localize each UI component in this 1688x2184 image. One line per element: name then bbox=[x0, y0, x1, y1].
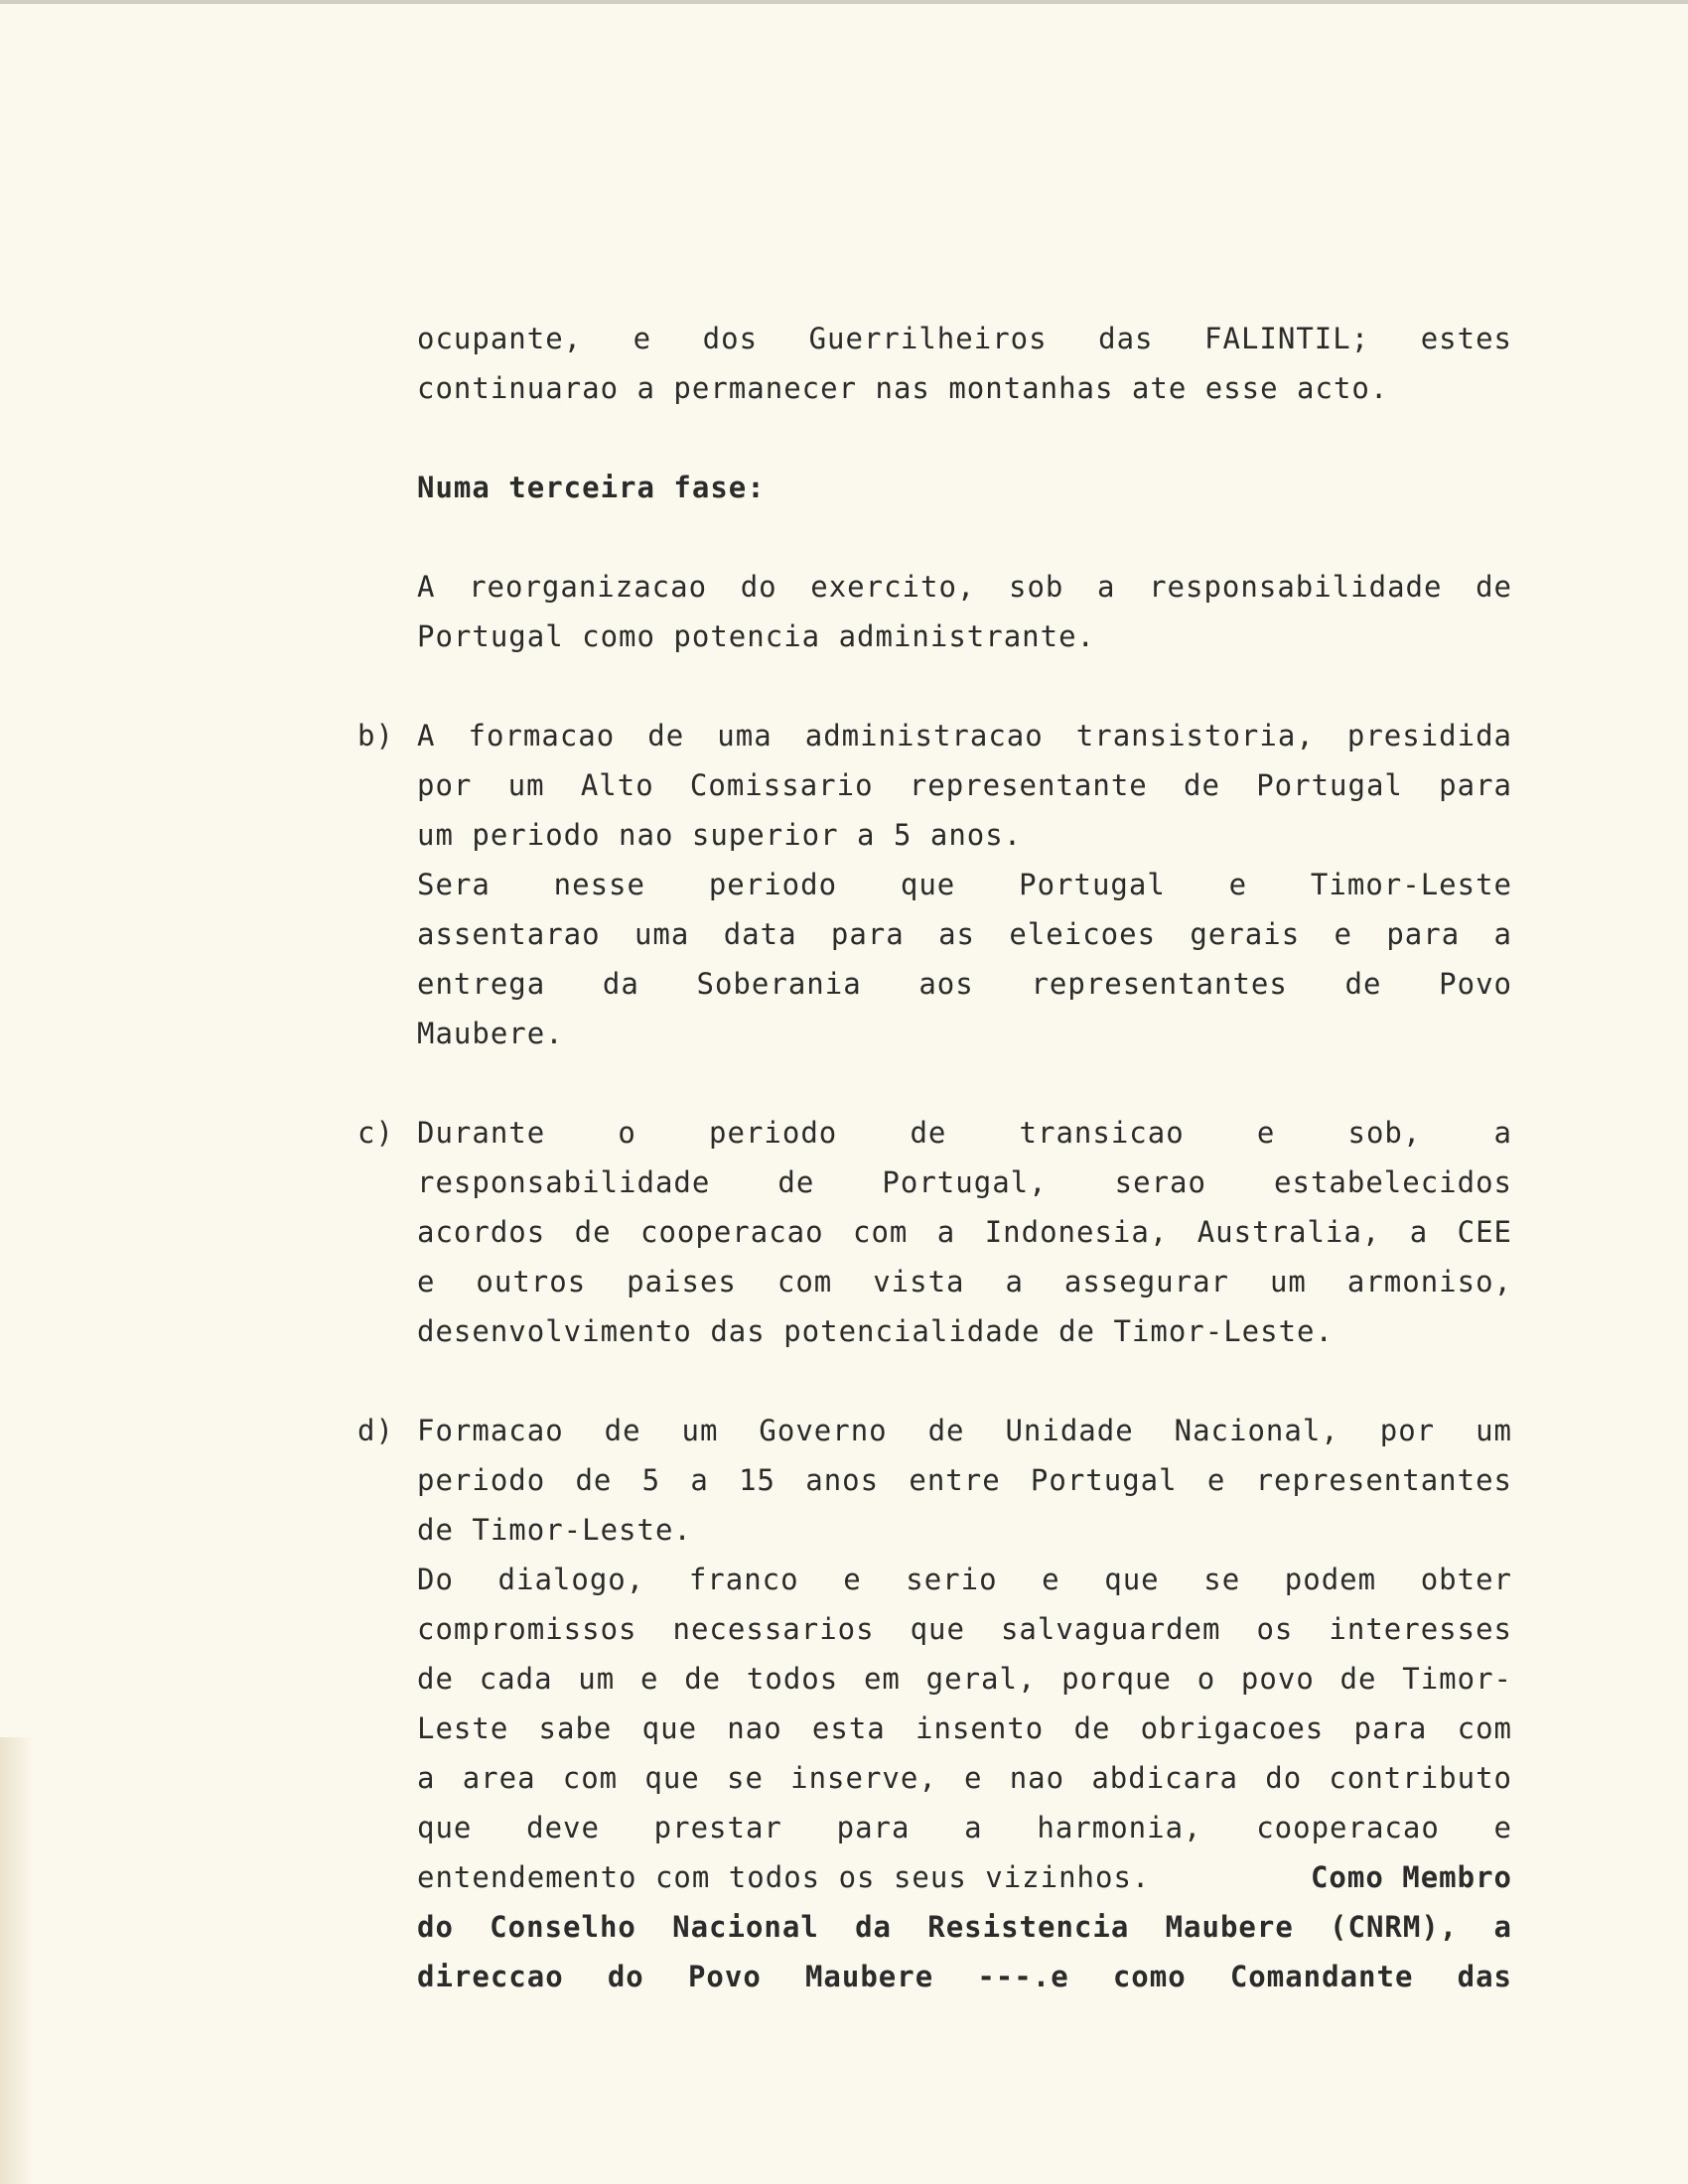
body-line: Formacao de um Governo de Unidade Nacional, por um bbox=[417, 1414, 1512, 1447]
body-line: A reorganizacao do exercito, sob a responsabilidade de bbox=[417, 570, 1512, 604]
paper-stain bbox=[0, 1737, 34, 2184]
body-line: um periodo nao superior a 5 anos. bbox=[417, 818, 1023, 852]
body-line: de cada um e de todos em geral, porque o povo de Timor- bbox=[417, 1662, 1512, 1696]
body-line: ocupante, e dos Guerrilheiros das FALINTIL; estes bbox=[417, 322, 1512, 355]
body-line: Portugal como potencia administrante. bbox=[417, 619, 1096, 653]
body-line: continuarao a permanecer nas montanhas ate esse acto. bbox=[417, 371, 1389, 405]
body-line-mixed bbox=[417, 1852, 1512, 1902]
body-line: assentarao uma data para as eleicoes gerais e para a bbox=[417, 917, 1512, 951]
body-line: acordos de cooperacao com a Indonesia, Australia, a CEE bbox=[417, 1215, 1512, 1249]
body-line: entrega da Soberania aos representantes de Povo bbox=[417, 967, 1512, 1001]
body-line: A formacao de uma administracao transistoria, presidida bbox=[417, 719, 1512, 752]
item-marker-d: d) bbox=[357, 1414, 394, 1447]
body-line: responsabilidade de Portugal, serao estabelecidos bbox=[417, 1165, 1512, 1199]
body-line: Durante o periodo de transicao e sob, a bbox=[417, 1116, 1512, 1150]
body-text-segment: entendemento com todos os seus vizinhos. bbox=[417, 1860, 1151, 1894]
bold-body-line: direccao do Povo Maubere ---.e como Comandante das bbox=[417, 1960, 1512, 1993]
body-line: periodo de 5 a 15 anos entre Portugal e representantes bbox=[417, 1463, 1512, 1497]
body-line: a area com que se inserve, e nao abdicara do contributo bbox=[417, 1761, 1512, 1795]
body-line: que deve prestar para a harmonia, cooperacao e bbox=[417, 1811, 1512, 1844]
body-line: por um Alto Comissario representante de Portugal para bbox=[417, 768, 1512, 802]
page-top-edge bbox=[0, 0, 1688, 4]
section-heading: Numa terceira fase: bbox=[417, 471, 766, 504]
body-line: compromissos necessarios que salvaguardem os interesses bbox=[417, 1612, 1512, 1646]
body-line: Sera nesse periodo que Portugal e Timor-Leste bbox=[417, 868, 1512, 901]
body-line: e outros paises com vista a assegurar um armoniso, bbox=[417, 1265, 1512, 1298]
body-line: de Timor-Leste. bbox=[417, 1513, 692, 1547]
item-marker-b: b) bbox=[357, 719, 394, 752]
bold-body-line: do Conselho Nacional da Resistencia Maubere (CNRM), a bbox=[417, 1910, 1512, 1944]
body-line: desenvolvimento das potencialidade de Timor-Leste. bbox=[417, 1314, 1334, 1348]
body-line: Maubere. bbox=[417, 1017, 564, 1050]
bold-text-segment: Como Membro bbox=[1310, 1860, 1512, 1894]
body-line: Leste sabe que nao esta insento de obrigacoes para com bbox=[417, 1711, 1512, 1745]
item-marker-c: c) bbox=[357, 1116, 394, 1150]
body-line: Do dialogo, franco e serio e que se podem obter bbox=[417, 1563, 1512, 1596]
